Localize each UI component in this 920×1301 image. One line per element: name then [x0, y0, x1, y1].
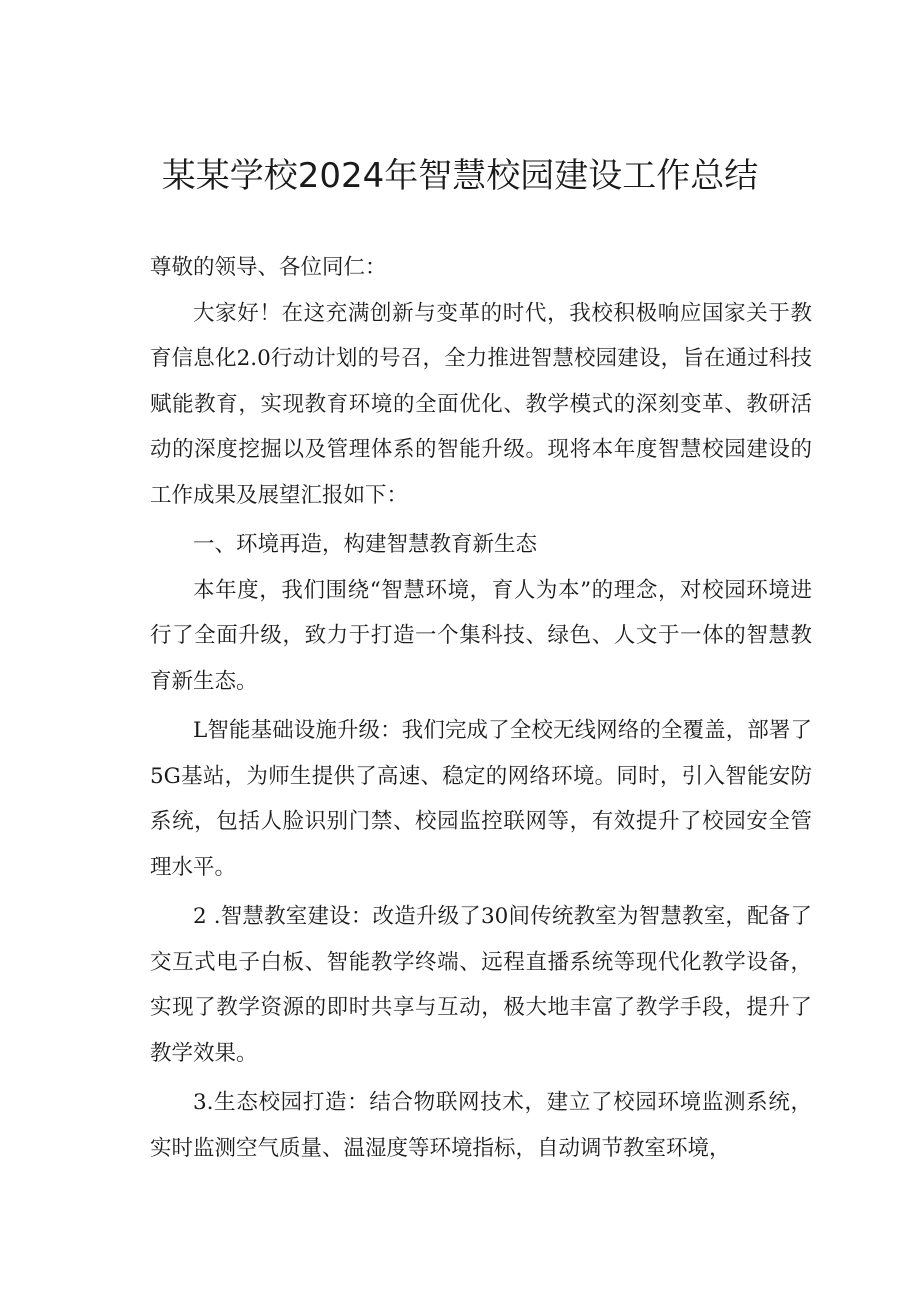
section-1-item-2: 2 .智慧教室建设：改造升级了30间传统教室为智慧教室，配备了交互式电子白板、智能教学终端、远程直播系统等现代化教学设备，实现了教学资源的即时共享与互动，极大地丰富了教学手段，提升了教学效果。 [150, 904, 812, 1066]
section-1-item-3: 3.生态校园打造：结合物联网技术，建立了校园环境监测系统，实时监测空气质量、温湿度等环境指标，自动调节教室环境， [150, 1090, 812, 1161]
document-body [150, 245, 812, 1171]
section-heading-1: 一、环境再造，构建智慧教育新生态 [193, 532, 538, 557]
paragraph-intro: 大家好！在这充满创新与变革的时代，我校积极响应国家关于教育信息化2.0行动计划的号召，全力推进智慧校园建设，旨在通过科技赋能教育，实现教育环境的全面优化、教学模式的深刻变革、教研活动的深度挖掘以及管理体系的智能升级。现将本年度智慧校园建设的工作成果及展望汇报如下： [150, 300, 812, 508]
section-1-item-1: L智能基础设施升级：我们完成了全校无线网络的全覆盖，部署了5G基站，为师生提供了高速、稳定的网络环境。同时，引入智能安防系统，包括人脸识别门禁、校园监控联网等，有效提升了校园安全管理水平。 [150, 718, 812, 880]
document-title: 某某学校2024年智慧校园建设工作总结 [161, 156, 759, 196]
section-1-intro: 本年度，我们围绕“智慧环境，育人为本”的理念，对校园环境进行了全面升级，致力于打造一个集科技、绿色、人文于一体的智慧教育新生态。 [150, 577, 812, 694]
greeting: 尊敬的领导、各位同仁： [150, 255, 387, 280]
